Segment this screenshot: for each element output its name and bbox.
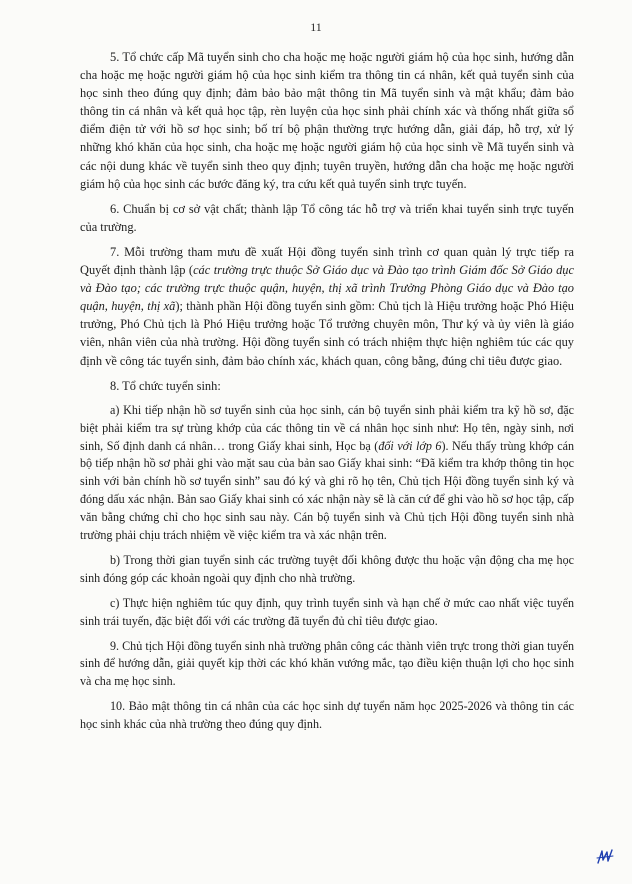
paragraph-8: 8. Tổ chức tuyển sinh: — [110, 378, 221, 393]
paragraph-10: 10. Bảo mật thông tin cá nhân của các học sinh dự tuyển năm học 2025-2026 và thông tin các học sinh khác của nhà trường theo đúng quy định. — [80, 699, 574, 732]
paragraph-6: 6. Chuẩn bị cơ sở vật chất; thành lập Tổ công tác hỗ trợ và triển khai tuyển sinh trực tuyến của trường. — [80, 201, 574, 234]
paragraph-7-italic: các trường trực thuộc Sở Giáo dục và Đào tạo trình Giám đốc Sở Giáo dục và Đào tạo; các trường trực thuộc quận, huyện, thị xã trình Trưởng Phòng Giáo dục và Đào tạo quận, huyện, thị xã — [80, 263, 574, 314]
paragraph-8a — [80, 402, 574, 545]
paragraph-9: 9. Chủ tịch Hội đồng tuyển sinh nhà trường phân công các thành viên trực trong thời gian tuyển sinh để hướng dẫn, giải quyết kịp thời các khó khăn vướng mắc, tạo điều kiện thuận lợi cho học sinh và cha mẹ học sinh. — [80, 638, 574, 689]
paragraph-7-text-a: 7. Mỗi trường tham mưu đề xuất Hội đồng tuyển sinh trình cơ quan quản lý trực tiếp ra Quyết định thành lập ( — [80, 244, 574, 278]
paragraph-7-text-b: ); thành phần Hội đồng tuyển sinh gồm: Chủ tịch là Hiệu trưởng hoặc Phó Hiệu trưởng, Phó Chủ tịch là Phó Hiệu trưởng hoặc Tổ trưởng chuyên môn, Thư ký và ủy viên là giáo viên, nhân viên của nhà trường. Hội đồng tuyển sinh có trách nhiệm thực hiện nghiêm túc các quy định về công tác tuyển sinh, đảm bảo chính xác, khách quan, công bằng, đúng chỉ tiêu được giao. — [80, 299, 574, 368]
paragraph-5: 5. Tổ chức cấp Mã tuyển sinh cho cha hoặc mẹ hoặc người giám hộ của học sinh, hướng dẫn cha hoặc mẹ hoặc người giám hộ của học sinh kiểm tra thông tin cá nhân, kết quả tuyển sinh của học sinh theo đúng quy định; đảm bảo bảo mật thông tin Mã tuyển sinh và mật khẩu; đảm bảo thông tin cá nhân và kết quả học tập, rèn luyện của học sinh phải chính xác và thống nhất giữa sổ điểm điện tử với hồ sơ học sinh; bố trí bộ phận thường trực hướng dẫn, giải đáp, hỗ trợ, xử lý những khó khăn của học sinh, cha hoặc mẹ hoặc người giám hộ của học sinh về Mã tuyển sinh và các nội dung khác về tuyển sinh theo quy định; tuyên truyền, hướng dẫn cha hoặc mẹ hoặc người giám hộ của học sinh các bước đăng ký, tra cứu kết quả tuyển sinh trực tuyến. — [80, 50, 574, 191]
paragraph-8b: b) Trong thời gian tuyển sinh các trường tuyệt đối không được thu hoặc vận động cha mẹ học sinh đóng góp các khoản ngoài quy định cho nhà trường. — [80, 552, 574, 585]
paragraph-7 — [80, 243, 574, 370]
page-number: 11 — [310, 20, 322, 34]
paragraph-8a-italic: đối với lớp 6 — [378, 438, 442, 453]
paragraph-8a-text-b: ). Nếu thấy trùng khớp cán bộ tiếp nhận hồ sơ phải ghi vào mặt sau của bản sao Giấy khai sinh: “Đã kiểm tra khớp thông tin học sinh với bản chính hồ sơ tuyển sinh” sau đó ký và ghi rõ họ tên, Chủ tịch Hội đồng tuyển sinh ký và đóng dấu xác nhận. Bản sao Giấy khai sinh có xác nhận này sẽ là căn cứ để ghi vào hồ sơ học tập, cấp văn bằng chứng chỉ cho học sinh sau này. Cán bộ tuyển sinh và Chủ tịch Hội đồng tuyển sinh nhà trường phải chịu trách nhiệm về việc kiểm tra và xác nhận trên. — [80, 438, 574, 543]
initials-signature-icon — [596, 848, 614, 866]
paragraph-8c: c) Thực hiện nghiêm túc quy định, quy trình tuyển sinh và hạn chế ở mức cao nhất việc tuyển sinh trái tuyến, đặc biệt đối với các trường đã tuyển đủ chỉ tiêu được giao. — [80, 595, 574, 628]
document-body — [80, 48, 574, 741]
paragraph-8a-text-a: a) Khi tiếp nhận hồ sơ tuyển sinh của học sinh, cán bộ tuyển sinh phải kiểm tra kỹ hồ sơ, đặc biệt phải kiểm tra sự trùng khớp của các thông tin về cá nhân học sinh như: Họ tên, ngày sinh, nơi sinh, Số định danh cá nhân… trong Giấy khai sinh, Học bạ ( — [80, 402, 574, 453]
